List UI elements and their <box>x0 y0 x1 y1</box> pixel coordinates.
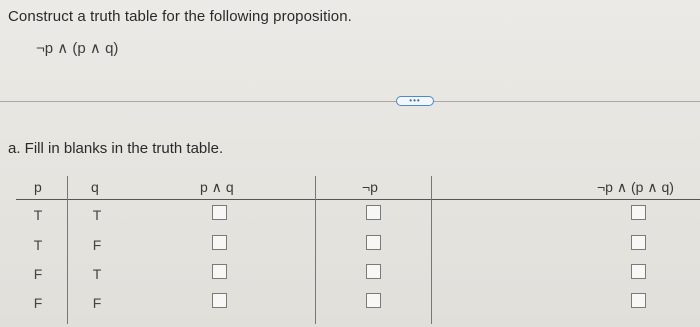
p-and-q-answer-box[interactable] <box>212 293 227 308</box>
question-text: Construct a truth table for the following proposition. <box>8 8 352 25</box>
result-answer-box[interactable] <box>631 264 646 279</box>
result-answer-box[interactable] <box>631 293 646 308</box>
column-divider <box>431 176 432 324</box>
header-not-p: ¬p <box>362 179 378 195</box>
not-p-answer-box[interactable] <box>366 205 381 220</box>
more-button[interactable]: ••• <box>396 96 434 106</box>
header-q: q <box>91 179 99 195</box>
p-and-q-answer-box[interactable] <box>212 205 227 220</box>
p-and-q-answer-box[interactable] <box>212 235 227 250</box>
header-p-and-q: p ∧ q <box>200 179 234 195</box>
not-p-answer-box[interactable] <box>366 264 381 279</box>
p-value: F <box>33 295 43 311</box>
q-value: T <box>92 266 102 282</box>
result-answer-box[interactable] <box>631 235 646 250</box>
p-value: T <box>33 237 43 253</box>
header-rule <box>16 199 700 200</box>
column-divider <box>315 176 316 324</box>
not-p-answer-box[interactable] <box>366 235 381 250</box>
part-a-instruction: a. Fill in blanks in the truth table. <box>8 140 224 157</box>
q-value: F <box>92 237 102 253</box>
p-value: T <box>33 207 43 223</box>
q-value: F <box>92 295 102 311</box>
result-answer-box[interactable] <box>631 205 646 220</box>
header-result: ¬p ∧ (p ∧ q) <box>597 179 674 195</box>
p-value: F <box>33 266 43 282</box>
column-divider <box>67 176 68 324</box>
p-and-q-answer-box[interactable] <box>212 264 227 279</box>
not-p-answer-box[interactable] <box>366 293 381 308</box>
q-value: T <box>92 207 102 223</box>
proposition: ¬p ∧ (p ∧ q) <box>36 40 119 57</box>
header-p: p <box>34 179 42 195</box>
